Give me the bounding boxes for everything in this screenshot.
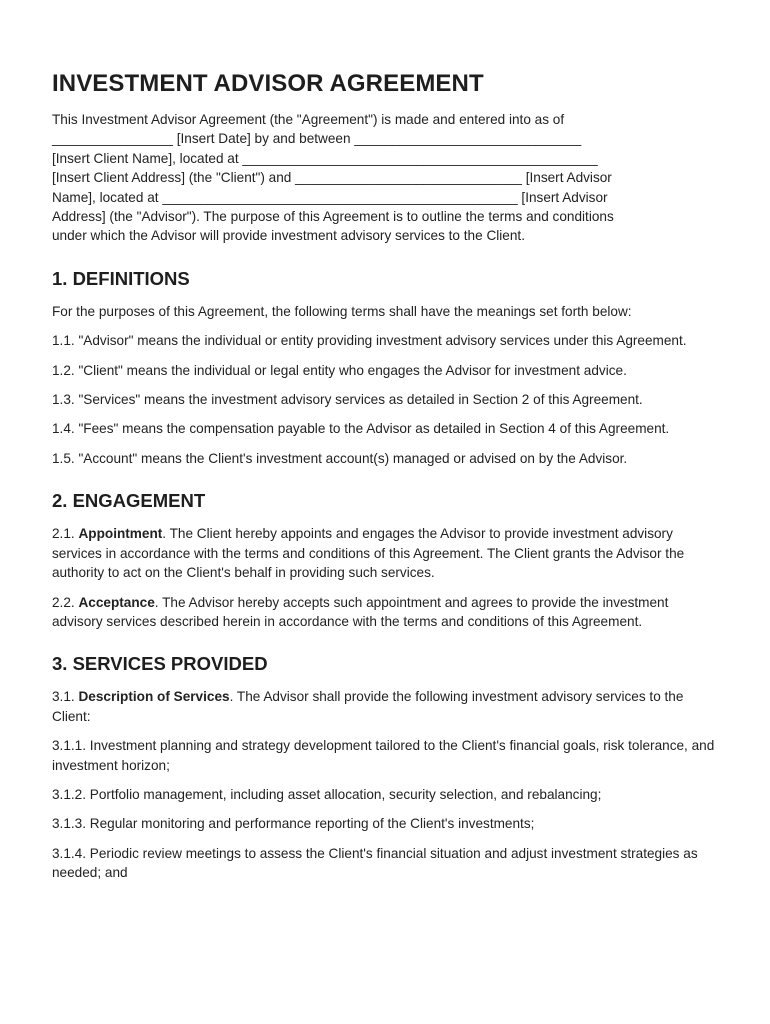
definition-item: 1.4. "Fees" means the compensation payable to the Advisor as detailed in Section 4 of this Agreement. [52, 421, 670, 437]
engagement-clause [52, 524, 716, 582]
document-title: INVESTMENT ADVISOR AGREEMENT [52, 70, 484, 97]
intro-line: under which the Advisor will provide investment advisory services to the Client. [52, 228, 525, 244]
definition-item: 1.1. "Advisor" means the individual or entity providing investment advisory services under this Agreement. [52, 333, 687, 349]
section-heading-engagement: 2. ENGAGEMENT [52, 490, 206, 512]
clause-text: . The Client hereby appoints and engages the Advisor to provide investment advisory services in accordance with the terms and conditions of this Agreement. The Client grants the Advisor the authority to act on the Client's behalf in providing such services. [52, 526, 685, 581]
service-item: 3.1.3. Regular monitoring and performance reporting of the Client's investments; [52, 816, 535, 832]
intro-line: ________________ [Insert Date] by and between ______________________________ [52, 131, 582, 147]
intro-line: [Insert Client Name], located at _______________________________________________ [52, 150, 598, 166]
clause-text: . The Advisor shall provide the following investment advisory services to the Client: [52, 689, 684, 724]
service-item: 3.1.1. Investment planning and strategy development tailored to the Client's financial goals, risk tolerance, and investment horizon; [52, 738, 715, 773]
intro-line: [Insert Client Address] (the "Client") and ______________________________ [Insert Advisor [52, 170, 612, 186]
definition-item: 1.3. "Services" means the investment advisory services as detailed in Section 2 of this Agreement. [52, 392, 643, 408]
intro-line: Address] (the "Advisor"). The purpose of this Agreement is to outline the terms and conditions [52, 209, 614, 225]
section-heading-services: 3. SERVICES PROVIDED [52, 653, 268, 675]
clause-number: 2.2. [52, 594, 75, 610]
intro-line: This Investment Advisor Agreement (the "Agreement") is made and entered into as of [52, 112, 565, 127]
services-lead [52, 687, 716, 726]
intro-line: Name], located at _______________________________________________ [Insert Advisor [52, 189, 608, 205]
intro-paragraph [52, 110, 716, 246]
definition-item: 1.5. "Account" means the Client's investment account(s) managed or advised on by the Advisor. [52, 450, 628, 466]
clause-number: 2.1. [52, 526, 75, 542]
clause-term: Appointment [78, 526, 163, 542]
engagement-clause [52, 593, 716, 632]
service-item: 3.1.4. Periodic review meetings to assess the Client's financial situation and adjust investment strategies as needed; and [52, 845, 698, 881]
section-heading-definitions: 1. DEFINITIONS [52, 267, 190, 289]
agreement-page [52, 70, 716, 893]
definitions-lead: For the purposes of this Agreement, the following terms shall have the meanings set forth below: [52, 303, 632, 319]
clause-number: 3.1. [52, 689, 75, 705]
definition-item: 1.2. "Client" means the individual or legal entity who engages the Advisor for investment advice. [52, 362, 627, 378]
clause-term: Description of Services [78, 689, 230, 705]
clause-text: . The Advisor hereby accepts such appointment and agrees to provide the investment advisory services described herein in accordance with the terms and conditions of this Agreement. [52, 594, 669, 629]
clause-term: Acceptance [78, 594, 155, 610]
service-item: 3.1.2. Portfolio management, including asset allocation, security selection, and rebalancing; [52, 786, 602, 802]
